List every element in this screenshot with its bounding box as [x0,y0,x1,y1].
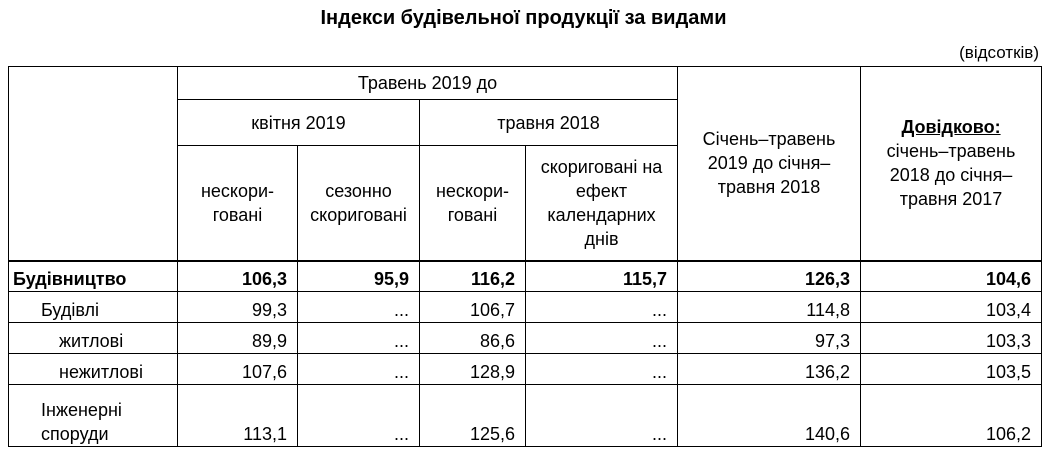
row-label: Інженерні споруди [9,385,178,447]
table-row [9,261,1042,292]
cell: ... [298,323,420,354]
index-table [8,66,1042,447]
row-label: нежитлові [9,354,178,385]
cell: 126,3 [678,261,861,292]
cell: 107,6 [178,354,298,385]
unit-note: (відсотків) [959,43,1039,62]
cell: 115,7 [526,261,678,292]
cell: 136,2 [678,354,861,385]
header-reference-label: січень–травень 2018 до січня–травня 2017 [886,141,1016,210]
header-ytd-label: Січень–травень 2019 до січня–травня 2018 [702,129,836,198]
header-top-group: Травень 2019 до [178,67,678,100]
header-seasonal: сезонно скориговані [298,146,420,261]
cell: 106,2 [861,385,1042,447]
header-calendar: скориговані на ефект календарних днів [526,146,678,261]
table-row [9,292,1042,323]
cell: ... [298,354,420,385]
cell: 128,9 [420,354,526,385]
row-label: Будівництво [9,261,178,292]
cell: 103,3 [861,323,1042,354]
header-unadjusted-1: нескори- говані [178,146,298,261]
page-title: Індекси будівельної продукції за видами [320,7,727,29]
table-row [9,354,1042,385]
cell: 113,1 [178,385,298,447]
cell: ... [298,292,420,323]
header-group-april: квітня 2019 [178,100,420,146]
cell: 86,6 [420,323,526,354]
cell: 103,4 [861,292,1042,323]
cell: 104,6 [861,261,1042,292]
cell: 125,6 [420,385,526,447]
header-group-may: травня 2018 [420,100,678,146]
cell: ... [298,385,420,447]
cell: 89,9 [178,323,298,354]
cell: ... [526,354,678,385]
header-reference-title: Довідково: [901,117,1001,138]
cell: ... [526,292,678,323]
table-row [9,323,1042,354]
cell: ... [526,323,678,354]
cell: 95,9 [298,261,420,292]
cell: 116,2 [420,261,526,292]
cell: 114,8 [678,292,861,323]
cell: 106,7 [420,292,526,323]
header-empty-cell [9,67,178,261]
cell: 106,3 [178,261,298,292]
cell: 97,3 [678,323,861,354]
row-label: Будівлі [9,292,178,323]
header-unadjusted-2: нескори- говані [420,146,526,261]
row-label: житлові [9,323,178,354]
cell: 103,5 [861,354,1042,385]
table-row [9,385,1042,447]
header-reference [861,67,1042,261]
cell: 140,6 [678,385,861,447]
header-ytd [678,67,861,261]
cell: 99,3 [178,292,298,323]
cell: ... [526,385,678,447]
